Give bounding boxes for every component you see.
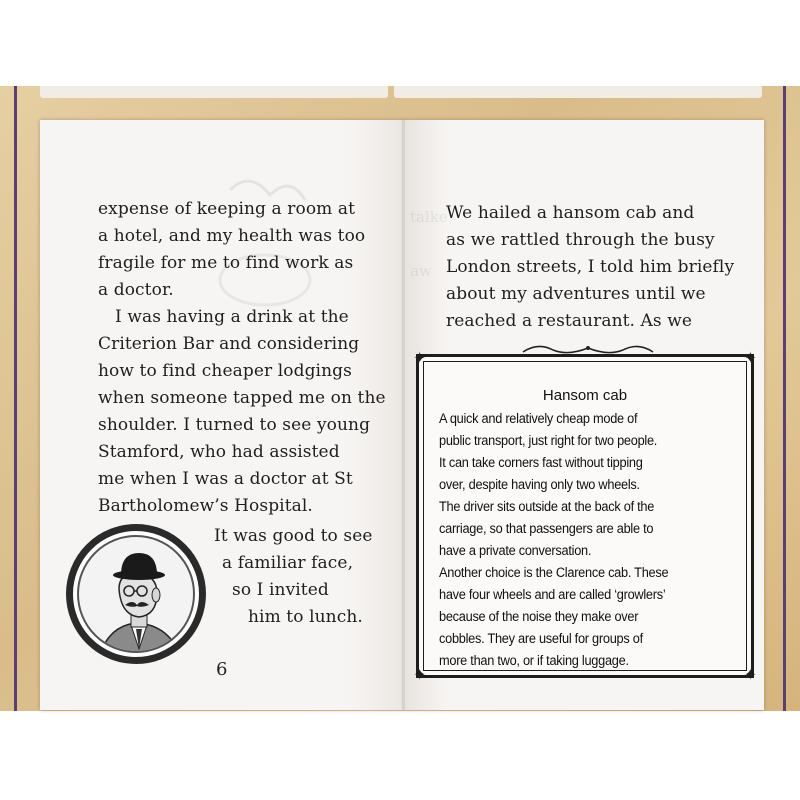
left-text-line: expense of keeping a room at — [98, 199, 356, 219]
info-box-line: over, despite having only two wheels. — [439, 477, 640, 493]
frame-border-left — [14, 86, 17, 711]
previous-page-edge-left — [40, 86, 388, 98]
left-text-line: when someone tapped me on the — [98, 388, 386, 408]
right-text-line: We hailed a hansom cab and — [446, 203, 695, 223]
page-number: 6 — [216, 659, 228, 680]
left-text-line: a familiar face, — [222, 553, 354, 573]
hansom-cab-info-box — [413, 348, 757, 684]
bleed-through-text: talke — [410, 208, 448, 226]
info-box-line: have four wheels and are called ‘growlers’ — [439, 587, 666, 603]
left-text-line: Bartholomew’s Hospital. — [98, 496, 313, 516]
left-text-line: Criterion Bar and considering — [98, 334, 360, 354]
right-text-line: reached a restaurant. As we — [446, 311, 693, 331]
gentleman-illustration — [79, 537, 195, 653]
character-portrait — [66, 524, 206, 664]
info-box-line: have a private conversation. — [439, 543, 592, 559]
left-text-line: It was good to see — [214, 526, 373, 546]
info-box-line: carriage, so that passengers are able to — [439, 521, 654, 537]
right-text-line: about my adventures until we — [446, 284, 706, 304]
corner-ornament-icon: ✦ — [413, 665, 427, 684]
bleed-through-text: aw — [410, 262, 432, 280]
right-text-line: London streets, I told him briefly — [446, 257, 735, 277]
corner-ornament-icon: ✦ — [743, 665, 757, 684]
left-text-line: him to lunch. — [248, 607, 363, 627]
left-text-line: a hotel, and my health was too — [98, 226, 366, 246]
info-box-line: more than two, or if taking luggage. — [439, 653, 629, 669]
info-box-line: Another choice is the Clarence cab. These — [439, 565, 669, 581]
left-text-line: so I invited — [232, 580, 329, 600]
left-text-line: shoulder. I turned to see young — [98, 415, 371, 435]
corner-ornament-icon: ✦ — [413, 348, 427, 367]
corner-ornament-icon: ✦ — [743, 348, 757, 367]
book-gutter — [402, 120, 405, 710]
left-text-line: Stamford, who had assisted — [98, 442, 340, 462]
left-text-line: fragile for me to find work as — [98, 253, 354, 273]
info-box-line: cobbles. They are useful for groups of — [439, 631, 643, 647]
info-box-line: The driver sits outside at the back of the — [439, 499, 655, 515]
info-box-line: because of the noise they make over — [439, 609, 639, 625]
info-box-title: Hansom cab — [542, 387, 628, 404]
info-box-line: It can take corners fast without tipping — [439, 455, 643, 471]
left-text-line: a doctor. — [98, 280, 174, 300]
info-box-line: A quick and relatively cheap mode of — [439, 411, 638, 427]
left-text-line: I was having a drink at the — [115, 307, 349, 327]
previous-page-edge-right — [394, 86, 762, 98]
info-box-line: public transport, just right for two people. — [439, 433, 658, 449]
frame-border-right — [783, 86, 786, 711]
left-text-line: how to find cheaper lodgings — [98, 361, 352, 381]
right-text-line: as we rattled through the busy — [446, 230, 715, 250]
left-text-line: me when I was a doctor at St — [98, 469, 353, 489]
